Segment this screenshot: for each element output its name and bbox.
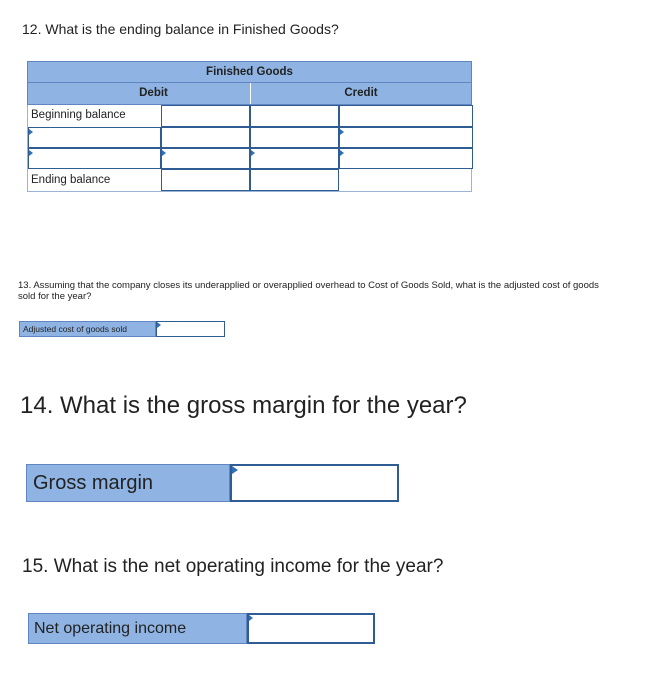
credit-amount-input-3[interactable] — [339, 148, 473, 169]
dropdown-marker-icon — [29, 129, 33, 135]
beginning-balance-label: Beginning balance — [31, 109, 126, 121]
t-account-column-headers — [27, 83, 472, 105]
dropdown-marker-icon — [340, 150, 344, 156]
dropdown-marker-icon — [162, 150, 166, 156]
dropdown-marker-icon — [251, 150, 255, 156]
credit-account-select-3[interactable] — [250, 148, 339, 169]
question-15: 15. What is the net operating income for the year? — [22, 556, 444, 577]
dropdown-marker-icon — [29, 150, 33, 156]
debit-amount-input-2[interactable] — [161, 127, 250, 148]
credit-account-select-1[interactable] — [250, 105, 339, 127]
credit-account-select-2[interactable] — [250, 127, 339, 148]
gross-margin-label: Gross margin — [26, 464, 230, 502]
dropdown-marker-icon — [340, 129, 344, 135]
net-operating-income-label: Net operating income — [28, 613, 247, 644]
ending-balance-debit-input[interactable] — [161, 169, 250, 191]
ending-balance-credit-input[interactable] — [250, 169, 339, 191]
dropdown-marker-icon — [232, 466, 238, 474]
dropdown-marker-icon — [157, 322, 161, 328]
adjusted-cogs-label: Adjusted cost of goods sold — [19, 321, 156, 337]
question-12: 12. What is the ending balance in Finished Goods? — [22, 21, 339, 37]
debit-account-select-3[interactable] — [28, 148, 161, 169]
debit-amount-input-3[interactable] — [161, 148, 250, 169]
credit-header: Credit — [344, 87, 378, 99]
beginning-balance-debit-input[interactable] — [161, 105, 250, 127]
gross-margin-input[interactable] — [230, 464, 399, 502]
credit-amount-input-1[interactable] — [339, 105, 473, 127]
debit-header: Debit — [139, 87, 168, 99]
adjusted-cogs-input[interactable] — [156, 321, 225, 337]
question-14: 14. What is the gross margin for the year? — [20, 392, 467, 419]
t-account-body — [27, 105, 472, 192]
ending-balance-label: Ending balance — [31, 174, 111, 186]
credit-amount-input-2[interactable] — [339, 127, 473, 148]
debit-account-select-2[interactable] — [28, 127, 161, 148]
t-account-title: Finished Goods — [27, 61, 472, 83]
dropdown-marker-icon — [249, 615, 253, 621]
question-13: 13. Assuming that the company closes its underapplied or overapplied overhead to Cost of Goods Sold, what is the adjusted cost of goods sold for the year? — [18, 280, 599, 302]
net-operating-income-input[interactable] — [247, 613, 375, 644]
